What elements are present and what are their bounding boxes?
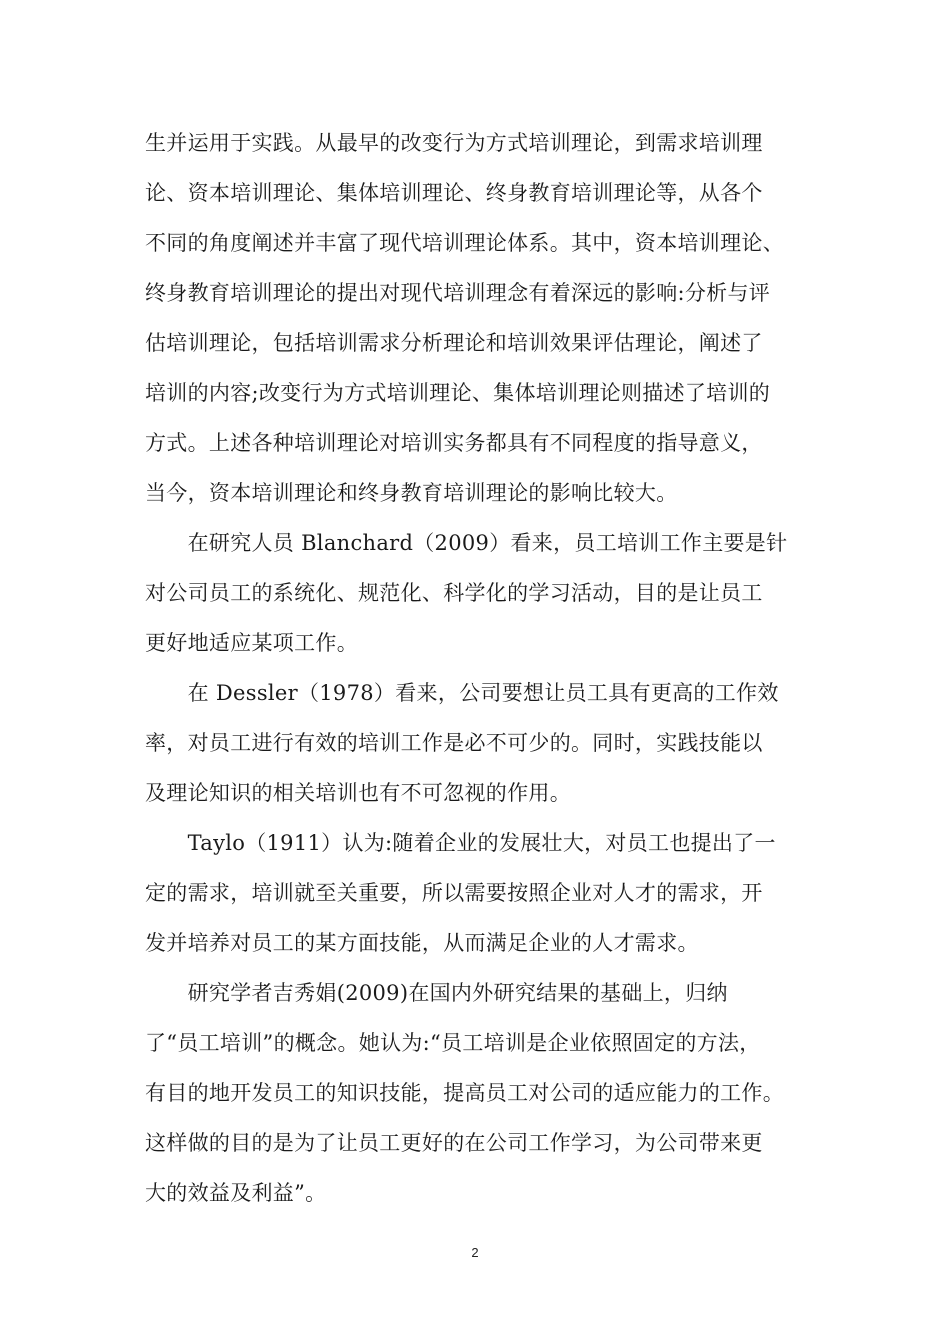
text-line: 更好地适应某项工作。 (145, 631, 358, 655)
text-line: 不同的角度阐述并丰富了现代培训理论体系。其中，资本培训理论、 (145, 231, 784, 255)
text-line: 终身教育培训理论的提出对现代培训理念有着深远的影响:分析与评 (145, 281, 771, 305)
text-line: 率，对员工进行有效的培训工作是必不可少的。同时，实践技能以 (145, 731, 763, 755)
text-line: 大的效益及利益”。 (145, 1181, 327, 1205)
text-line: 生并运用于实践。从最早的改变行为方式培训理论，到需求培训理 (145, 131, 763, 155)
text-line: Taylo（1911）认为:随着企业的发展壮大，对员工也提出了一 (145, 831, 776, 855)
text-line: 估培训理论，包括培训需求分析理论和培训效果评估理论，阐述了 (145, 331, 763, 355)
text-line: 当今，资本培训理论和终身教育培训理论的影响比较大。 (145, 481, 678, 505)
text-line: 培训的内容;改变行为方式培训理论、集体培训理论则描述了培训的 (145, 381, 771, 405)
text-line: 这样做的目的是为了让员工更好的在公司工作学习，为公司带来更 (145, 1131, 763, 1155)
text-line: 在研究人员 Blanchard（2009）看来，员工培训工作主要是针 (145, 531, 788, 555)
text-line: 有目的地开发员工的知识技能，提高员工对公司的适应能力的工作。 (145, 1081, 784, 1105)
text-line: 研究学者吉秀娟(2009)在国内外研究结果的基础上，归纳 (145, 981, 728, 1005)
text-line: 定的需求，培训就至关重要，所以需要按照企业对人才的需求，开 (145, 881, 763, 905)
text-line: 及理论知识的相关培训也有不可忽视的作用。 (145, 781, 571, 805)
text-line: 了“员工培训”的概念。她认为:“员工培训是企业依照固定的方法， (145, 1031, 761, 1055)
text-line: 发并培养对员工的某方面技能，从而满足企业的人才需求。 (145, 931, 699, 955)
text-line: 对公司员工的系统化、规范化、科学化的学习活动，目的是让员工 (145, 581, 763, 605)
text-line: 方式。上述各种培训理论对培训实务都具有不同程度的指导意义， (145, 431, 763, 455)
text-line: 在 Dessler（1978）看来，公司要想让员工具有更高的工作效 (145, 681, 779, 705)
text-line: 论、资本培训理论、集体培训理论、终身教育培训理论等，从各个 (145, 181, 763, 205)
body-text (145, 120, 835, 1220)
page-number: 2 (471, 1245, 479, 1260)
